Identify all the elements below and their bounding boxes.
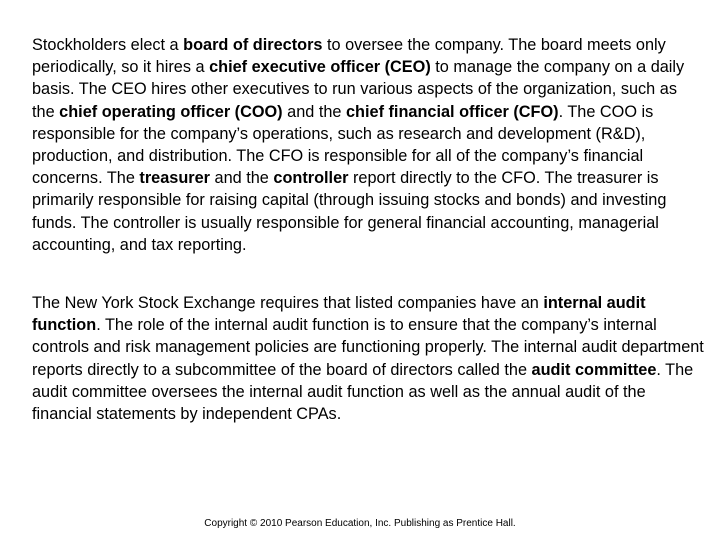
bold-term: chief operating officer (COO): [59, 102, 283, 121]
text-run: and the: [210, 169, 274, 188]
bold-term: internal audit function: [32, 294, 646, 335]
bold-term: chief financial officer (CFO): [345, 102, 559, 121]
text-run: report directly to the CFO. The treasurer is primarily responsible for raising capital (through issuing stocks and bonds) and investing funds. The controller is usually responsible for general financial accounting, managerial accounting, and tax reporting.: [32, 169, 667, 254]
text-run: . The COO is responsible for the company’s operations, such as research and development (R&D), production, and distribution. The CFO is responsible for all of the company’s financial concerns. The: [32, 102, 654, 188]
bold-term: chief executive officer (CEO): [209, 58, 431, 77]
text-run: to oversee the company. The board meets only periodically, so it hires a: [32, 36, 666, 77]
text-run: Stockholders elect a: [32, 36, 184, 54]
text-run: . The audit committee oversees the internal audit function as well as the annual audit of the financial statements by independent CPAs.: [32, 360, 694, 424]
paragraph-corporate-officers: [32, 34, 704, 256]
bold-term: controller: [273, 169, 349, 188]
text-run: The New York Stock Exchange requires that listed companies have an: [32, 294, 544, 312]
paragraph-internal-audit: [32, 292, 704, 425]
bold-term: treasurer: [139, 169, 211, 188]
text-run: . The role of the internal audit function is to ensure that the company’s internal controls and risk management policies are functioning properly. The internal audit department reports directly to a subcommittee of the board of directors called the: [32, 316, 704, 379]
bold-term: board of directors: [183, 36, 323, 54]
text-run: and the: [282, 102, 346, 121]
copyright-footer: Copyright © 2010 Pearson Education, Inc. Publishing as Prentice Hall.: [204, 518, 516, 529]
text-run: to manage the company on a daily basis. The CEO hires other executives to run various aspects of the organization, such as the: [32, 58, 685, 121]
bold-term: audit committee: [531, 360, 657, 379]
